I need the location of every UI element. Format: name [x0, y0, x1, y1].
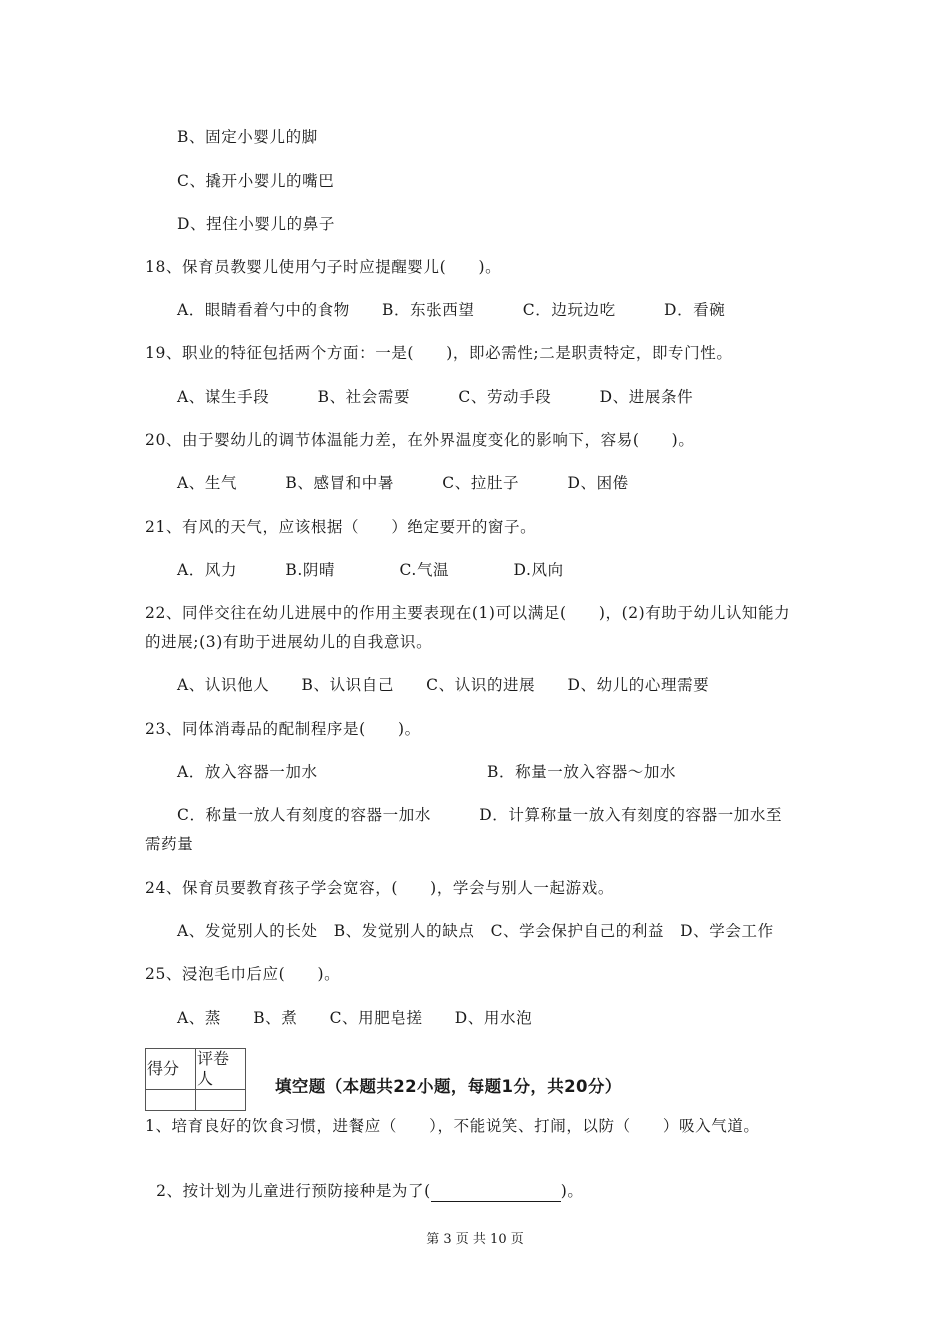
question-23-option-a: A．放入容器一加水 — [177, 763, 318, 781]
question-23: 23、同体消毒品的配制程序是( )。 — [145, 720, 421, 738]
fill-question-2 — [145, 1158, 584, 1202]
score-table — [145, 1048, 246, 1111]
section-title: 填空题（本题共22小题，每题1分，共20分） — [275, 1077, 622, 1096]
question-21-options: A．风力 B.阴晴 C.气温 D.风向 — [177, 561, 564, 579]
grader-header: 评卷人 — [196, 1049, 246, 1090]
question-20-options: A、生气 B、感冒和中暑 C、拉肚子 D、困倦 — [177, 474, 629, 492]
question-22: 22、同伴交往在幼儿进展中的作用主要表现在(1)可以满足( )，(2)有助于幼儿认知能力 — [145, 604, 791, 622]
question-23-option-d-cont: 需药量 — [145, 835, 194, 853]
question-20: 20、由于婴幼儿的调节体温能力差，在外界温度变化的影响下，容易( )。 — [145, 431, 695, 449]
grader-cell — [196, 1090, 246, 1111]
fill-question-2-post: )。 — [560, 1182, 584, 1200]
question-24-options: A、发觉别人的长处 B、发觉别人的缺点 C、学会保护自己的利益 D、学会工作 — [177, 922, 774, 940]
prev-option-d: D、捏住小婴儿的鼻子 — [177, 215, 335, 233]
question-22-options: A、认识他人 B、认识自己 C、认识的进展 D、幼儿的心理需要 — [177, 676, 710, 694]
question-18-options: A．眼睛看着勺中的食物 B．东张西望 C．边玩边吃 D．看碗 — [177, 301, 726, 319]
fill-question-2-pre: 2、按计划为儿童进行预防接种是为了( — [156, 1182, 431, 1200]
page-footer: 第 3 页 共 10 页 — [426, 1232, 524, 1247]
question-19: 19、职业的特征包括两个方面：一是( )，即必需性;二是职责特定，即专门性。 — [145, 344, 733, 362]
question-24: 24、保育员要教育孩子学会宽容，( )，学会与别人一起游戏。 — [145, 879, 614, 897]
question-23-option-b: B．称量一放入容器～加水 — [487, 763, 677, 781]
question-25: 25、浸泡毛巾后应( )。 — [145, 965, 341, 983]
fill-question-1: 1、培育良好的饮食习惯，进餐应（ ），不能说笑、打闹，以防（ ）吸入气道。 — [145, 1117, 760, 1135]
prev-option-c: C、撬开小婴儿的嘴巴 — [177, 172, 335, 190]
question-21: 21、有风的天气，应该根据（ ）绝定要开的窗子。 — [145, 518, 537, 536]
question-19-options: A、谋生手段 B、社会需要 C、劳动手段 D、进展条件 — [177, 388, 694, 406]
answer-blank — [431, 1185, 561, 1202]
score-cell — [146, 1090, 196, 1111]
question-25-options: A、蒸 B、煮 C、用肥皂搓 D、用水泡 — [177, 1009, 533, 1027]
score-header: 得分 — [146, 1049, 196, 1090]
prev-option-b: B、固定小婴儿的脚 — [177, 128, 318, 146]
question-23-option-cd: C．称量一放人有刻度的容器一加水 D．计算称量一放入有刻度的容器一加水至 — [177, 806, 783, 824]
question-18: 18、保育员教婴儿使用勺子时应提醒婴儿( )。 — [145, 258, 502, 276]
question-22-cont: 的进展;(3)有助于进展幼儿的自我意识。 — [145, 633, 433, 651]
